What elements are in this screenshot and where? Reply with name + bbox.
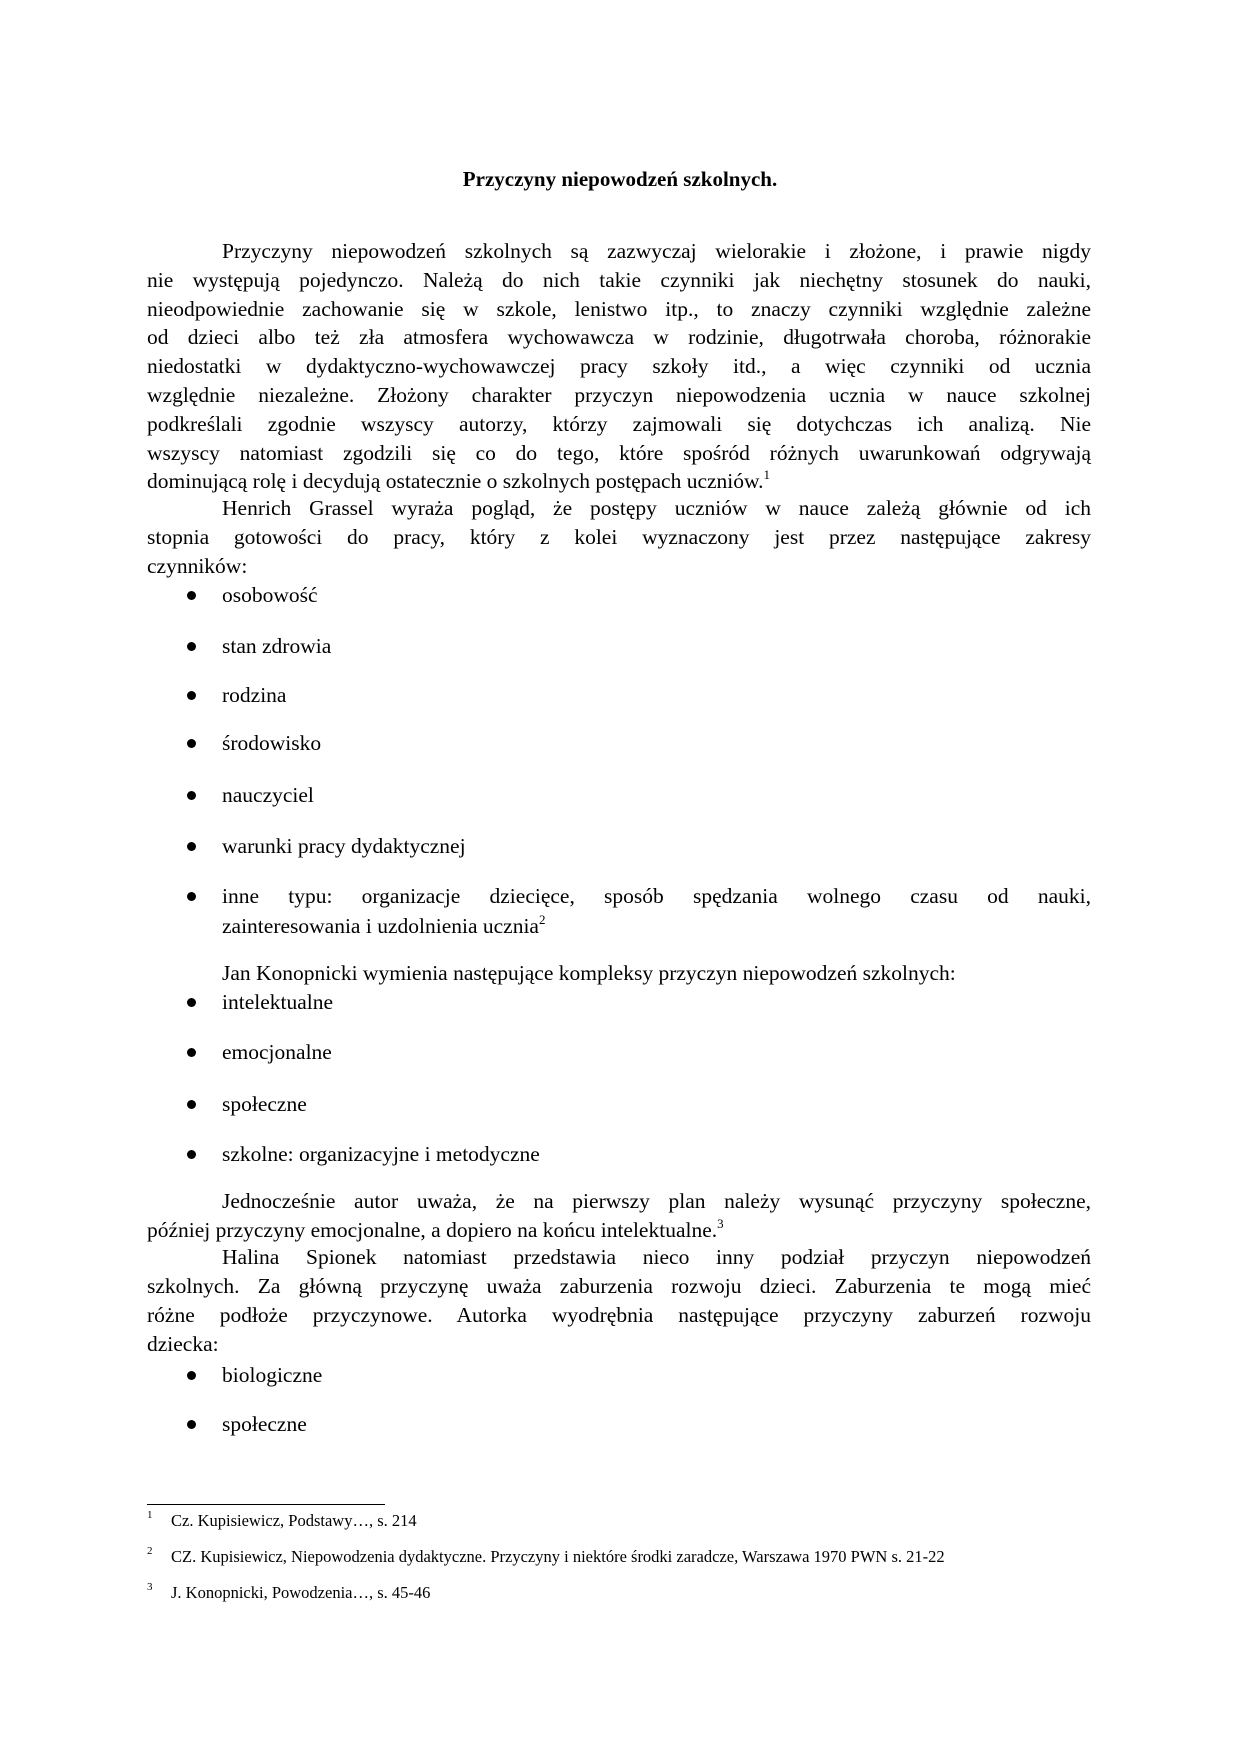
footnote-text: CZ. Kupisiewicz, Niepowodzenia dydaktyczne. Przyczyny i niektóre środki zaradcze, Warszawa 1970 PWN s. 21-22: [171, 1547, 945, 1566]
footnote-text: Cz. Kupisiewicz, Podstawy…, s. 214: [171, 1511, 417, 1530]
bullet-icon: [187, 1371, 196, 1380]
line-text: od dzieci albo też zła atmosfera wychowawcza w rodzinie, długotrwała choroba, różnorakie: [147, 325, 1091, 350]
list-item: [222, 581, 1091, 609]
footnote-text: J. Konopnicki, Powodzenia…, s. 45-46: [171, 1583, 431, 1602]
paragraph-line: [147, 494, 1091, 522]
paragraph-line: [147, 523, 1091, 551]
paragraph-line: [147, 1330, 1091, 1358]
line-text: podkreślali zgodnie wszyscy autorzy, którzy zajmowali się dotychczas ich analizą. Nie: [147, 411, 1091, 436]
line-text: stopnia gotowości do pracy, który z kolei wyznaczony jest przez następujące zakresy: [147, 524, 1091, 549]
line-text: nie występują pojedynczo. Należą do nich takie czynniki jak niechętny stosunek do nauki,: [147, 267, 1091, 292]
paragraph-line: [147, 552, 1091, 580]
list-item: [222, 632, 1091, 660]
bullet-icon: [187, 1150, 196, 1159]
list-item-text: zainteresowania i uzdolnienia ucznia: [222, 914, 539, 938]
paragraph-line: [147, 1187, 1091, 1215]
bullet-icon: [187, 1048, 196, 1057]
list-item: [222, 832, 1091, 860]
paragraph-line: [147, 959, 1091, 987]
bullet-icon: [187, 642, 196, 651]
line-text: dziecka:: [147, 1332, 219, 1356]
line-text: Jan Konopnicki wymienia następujące kompleksy przyczyn niepowodzeń szkolnych:: [222, 961, 956, 985]
list-item: [222, 988, 1091, 1016]
list-item-text: nauczyciel: [222, 783, 314, 807]
bullet-icon: [187, 739, 196, 748]
line-text: Henrich Grassel wyraża pogląd, że postępy uczniów w nauce zależą głównie od ich: [222, 496, 1091, 520]
list-item: [222, 1090, 1091, 1118]
paragraph-line: [147, 439, 1091, 467]
bullet-icon: [187, 892, 196, 901]
list-item-text: rodzina: [222, 683, 287, 707]
footnote-reference: 1: [763, 467, 771, 483]
bullet-icon: [187, 998, 196, 1007]
bullet-icon: [187, 791, 196, 800]
bullet-icon: [187, 691, 196, 700]
paragraph-line: [147, 266, 1091, 294]
line-text: różne podłoże przyczynowe. Autorka wyodrębnia następujące przyczyny zaburzeń rozwoju: [147, 1303, 1091, 1327]
line-text: względnie niezależne. Złożony charakter przyczyn niepowodzenia ucznia w nauce szkolnej: [147, 383, 1091, 407]
list-item-text: społeczne: [222, 1092, 307, 1116]
paragraph-line: [147, 1301, 1091, 1329]
line-text: niedostatki w dydaktyczno-wychowawczej pracy szkoły itd., a więc czynniki od ucznia: [147, 354, 1091, 379]
line-text: szkolnych. Za główną przyczynę uważa zaburzenia rozwoju dzieci. Zaburzenia te mogą mieć: [147, 1274, 1091, 1298]
line-text: Halina Spionek natomiast przedstawia nieco inny podział przyczyn niepowodzeń: [222, 1245, 1091, 1269]
line-text: Przyczyny niepowodzeń szkolnych są zazwyczaj wielorakie i złożone, i prawie nigdy: [222, 239, 1091, 263]
paragraph-line: [147, 352, 1091, 380]
list-item-text: społeczne: [222, 1412, 307, 1436]
list-item: [222, 729, 1091, 757]
list-item-text: środowisko: [222, 731, 322, 755]
list-item-text: intelektualne: [222, 990, 334, 1014]
line-text: dominującą rolę i decydują ostatecznie o szkolnych postępach uczniów.: [147, 469, 764, 494]
list-item-text: szkolne: organizacyjne i metodyczne: [222, 1142, 540, 1166]
paragraph-line: [147, 1272, 1091, 1300]
list-item: [222, 681, 1091, 709]
line-text: nieodpowiednie zachowanie się w szkole, lenistwo itp., to znaczy czynniki względnie zależne: [147, 296, 1091, 321]
list-item-continuation: [222, 912, 1091, 940]
list-item: [222, 781, 1091, 809]
paragraph-line: [147, 1243, 1091, 1271]
list-item: [222, 1038, 1091, 1066]
list-item-text: stan zdrowia: [222, 634, 332, 658]
paragraph-line: [147, 410, 1091, 438]
list-item: [222, 882, 1091, 910]
paragraph-line: [147, 381, 1091, 409]
line-text: Jednocześnie autor uważa, że na pierwszy plan należy wysunąć przyczyny społeczne,: [222, 1189, 1091, 1213]
list-item-text: biologiczne: [222, 1363, 323, 1387]
list-item: [222, 1361, 1091, 1389]
list-item-text: osobowość: [222, 583, 318, 607]
footnote-reference: 2: [538, 912, 546, 927]
paragraph-line: [147, 237, 1091, 265]
list-item: [222, 1410, 1091, 1438]
bullet-icon: [187, 1420, 196, 1429]
list-item: [222, 1140, 1091, 1168]
list-item-text: warunki pracy dydaktycznej: [222, 834, 466, 858]
footnote-number: 3: [147, 1581, 153, 1593]
paragraph-line: [147, 323, 1091, 351]
footnote-number: 2: [147, 1545, 153, 1557]
footnote-reference: 3: [717, 1216, 724, 1231]
paragraph-line: [147, 295, 1091, 323]
paragraph-line: [147, 467, 1091, 495]
document-title: Przyczyny niepowodzeń szkolnych.: [462, 167, 778, 191]
line-text: później przyczyny emocjonalne, a dopiero na końcu intelektualne.: [147, 1218, 718, 1242]
footnote-separator: [147, 1504, 385, 1505]
paragraph-line: [147, 1216, 1091, 1244]
footnote-number: 1: [147, 1509, 153, 1521]
bullet-icon: [187, 591, 196, 600]
bullet-icon: [187, 842, 196, 851]
line-text: czynników:: [147, 553, 248, 578]
list-item-text: emocjonalne: [222, 1040, 332, 1064]
list-item-text: inne typu: organizacje dziecięce, sposób spędzania wolnego czasu od nauki,: [222, 884, 1091, 908]
line-text: wszyscy natomiast zgodzili się co do tego, które spośród różnych uwarunkowań odgrywają: [147, 440, 1091, 465]
bullet-icon: [187, 1100, 196, 1109]
